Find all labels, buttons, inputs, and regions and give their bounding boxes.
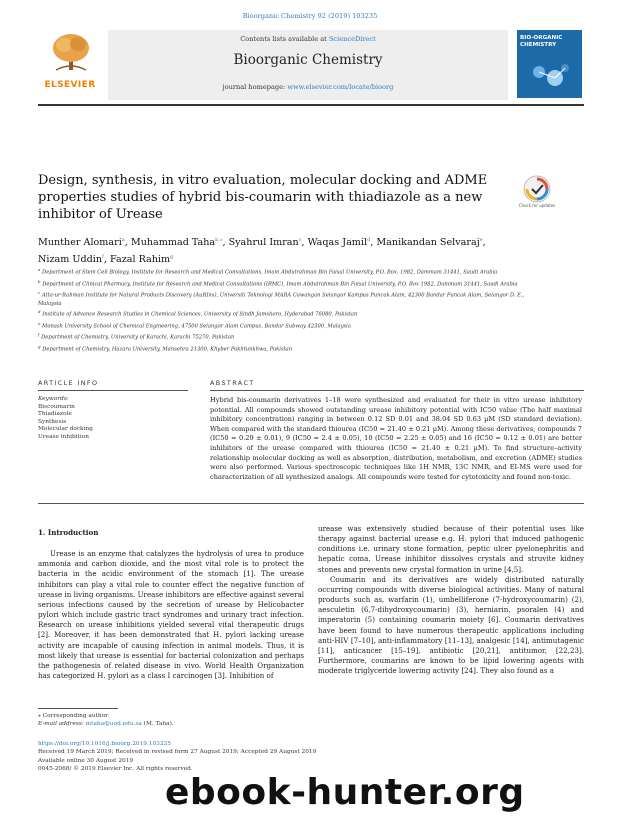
cover-molecule-graphic [527, 58, 573, 94]
article-title: Design, synthesis, in vitro evaluation, molecular docking and ADME properties studies of hybrid bis-coumarin with thiadiazole as a new inhibitor of Urease [38, 173, 488, 222]
author-affil-mark[interactable]: d [367, 237, 371, 243]
affiliation-list [38, 266, 548, 355]
section-heading-introduction: 1. Introduction [38, 528, 99, 537]
author-affil-mark[interactable]: e [479, 237, 483, 243]
author[interactable]: Waqas Jamil [307, 237, 368, 249]
homepage-link[interactable]: www.elsevier.com/locate/bioorg [287, 83, 394, 91]
body-column-left [38, 528, 304, 681]
body-paragraph: Urease is an enzyme that catalyzes the hydrolysis of urea to produce ammonia and carbon dioxide, and the most vital role is to protect the bacteria in the acidic environment of the stomach [1]. The urease inhibitors can play a vital role to counter effect the negative function of urease in living organisms. Urease inhibitors are effective against several serious infections caused by the secretion of urease by Helicobacter pylori which include gastric tract syndromes and urinary tract infection. Research on urease inhibitions yielded several vital therapeutic drugs [2]. Moreover, it has been demonstrated that H. pylori lacking urease activity are incapable of causing infection in animal models. Thus, it is most likely that urease is essential for bacterial colonization and perhaps the pathogenesis of related disease in vivo. World Health Organization has categorized H. pylori as a class I carcinogen [3]. Inhibition of [38, 549, 304, 681]
email-link[interactable]: mtaha@uod.edu.sa [85, 721, 142, 727]
author[interactable]: Fazal Rahim [109, 254, 171, 266]
author[interactable]: Nizam Uddin [38, 254, 102, 266]
keyword[interactable]: Molecular docking [38, 426, 93, 433]
author-affil-mark[interactable]: f [102, 254, 104, 261]
affiliation: $^b$ Department of Clinical Pharmacy, Institute for Research and Medical Consultations (IRMC), Imam Abdulrahman Bin Faisal University, P.O. Box 1982, Dammam 31441, Saudi Arabia [38, 278, 518, 288]
author[interactable]: Syahrul Imran [228, 237, 299, 249]
author-affil-mark[interactable]: b,⁎ [215, 237, 223, 243]
affiliation: $^c$ Atta-ur-Rahman Institute for Natural Products Discovery (AuRIns), Universiti Teknologi MARA Cawangan Selangor Kampus Puncak Alam, 42300 Bandar Puncak Alam, Selangor D. E., Malaysia [38, 290, 525, 307]
sciencedirect-link[interactable]: ScienceDirect [328, 35, 376, 43]
available-online: Available online 30 August 2019 [38, 757, 134, 764]
author-affil-mark[interactable]: a [121, 237, 125, 243]
article-info-heading: ARTICLE INFO [38, 379, 99, 387]
journal-name: Bioorganic Chemistry [233, 52, 383, 68]
affiliation: $^g$ Department of Chemistry, Hazara University, Mansehra 21300, Khyber Pakhtunkhwa, Pakistan [38, 343, 293, 353]
abstract-heading: ABSTRACT [210, 379, 255, 387]
journal-homepage-line [108, 83, 508, 91]
article-footer [38, 740, 368, 774]
contents-prefix: Contents lists available at [240, 35, 329, 43]
abstract-rule [210, 390, 584, 391]
copyright: 0045-2068/ © 2019 Elsevier Inc. All rights reserved. [38, 766, 193, 773]
abstract-text: Hybrid bis-coumarin derivatives 1–18 were synthesized and evaluated for their in vitro urease inhibitory potential. All compounds showed outstanding urease inhibitory potential with IC50 value (The half maximal inhibitory concentration) ranging in between 0.12 SD 0.01 and 38.04 SD 0.63 µM (SD standard deviation). When compared with the standard thiourea (IC50 = 21.40 ± 0.21 µM). Among these derivatives, compounds 7 (IC50 = 0.29 ± 0.01), 9 (IC50 = 2.4 ± 0.05), 10 (IC50 = 2.25 ± 0.05) and 16 (IC50 = 0.12 ± 0.01) are better inhibitors of the urease compared with thiourea (IC50 = 21.40 ± 0.21 µM). To find structure–activity relationship molecular docking as well as absorption, distribution, metabolism, and excretion (ADME) studies were also performed. Various spectroscopic techniques like 1H NMR, 13C NMR, and EI-MS were used for characterization of all synthesized analogs. All compounds were tested for cytotoxicity and found non-toxic. [210, 396, 582, 481]
author-affil-mark[interactable]: g [170, 254, 174, 261]
keywords-label: Keywords: [38, 396, 69, 402]
body-paragraph: Coumarin and its derivatives are widely distributed naturally occurring compounds with diverse biological activities. Many of natural products such as, warfarin (1), umbelliferone (7-hydroxycoumarin) (2), aesculetin (6,7-dihydroxycoumarin) (3), herniarin, psoralen (4) and imperatorin (5) containing coumarin moiety [6]. Coumarin derivatives have been found to have numerous therapeutic applications including anti-HIV [7–10], anti-inflammatory [11–13], analgesic [14], antimutagenic [11], anticancer [15–19], antibiotic [20,21], antitumor, [22,23]. Furthermore, coumarins are known to be lipid lowering agents with moderate triglyceride lowering activity [24]. They also found as a [318, 574, 584, 676]
watermark: ebook-hunter.org [165, 772, 525, 813]
corresponding-author-note: ⁎ Corresponding author. [38, 713, 110, 719]
affiliation: $^d$ Institute of Advance Research Studies in Chemical Sciences, University of Sindh Jamshoro, Hyderabad 76080, Pakistan [38, 309, 358, 319]
received-dates: Received 19 March 2019; Received in revised form 27 August 2019; Accepted 29 August 2019 [38, 749, 317, 756]
keyword[interactable]: Urease inhibition [38, 433, 89, 440]
affiliation: $^f$ Department of Chemistry, University of Karachi, Karachi 75270, Pakistan [38, 332, 235, 342]
homepage-prefix: journal homepage: [222, 83, 288, 91]
body-column-right [318, 524, 584, 676]
header-divider [38, 104, 584, 106]
journal-reference[interactable]: Bioorganic Chemistry 92 (2019) 103235 [242, 12, 378, 20]
abstract-bottom-rule [38, 503, 584, 504]
body-paragraph: urease was extensively studied because of their potential uses like therapy against bacterial urease e.g. H. pylori that induced pathogenic conditions i.e. urinary stone formation, peptic ulcer pyelonephritis and hepatic coma. Urease inhibitor dissolves crystals and struvite kidney stones and prevents new crystal formation in urine [4,5]. [318, 524, 584, 574]
email-label: E-mail address: [38, 721, 86, 727]
elsevier-tree-logo [50, 32, 92, 72]
author-list: Munther Alomari$^a$, Muhammad Taha$^{b,⁎}$, Syahrul Imran$^c$, Waqas Jamil$^d$, Manikandan Selvaraj$^e$, Nizam Uddin$^f$, Fazal Rahim$^g$ [38, 237, 486, 266]
author-affil-mark[interactable]: c [298, 237, 302, 243]
keywords-block [38, 396, 188, 442]
doi-link[interactable]: https://doi.org/10.1016/j.bioorg.2019.103235 [38, 741, 171, 747]
corresponding-footnote: ⁎ Corresponding author. E-mail address: mtaha@uod.edu.sa (M. Taha). [38, 712, 304, 728]
keyword[interactable]: Thiadiazole [38, 411, 72, 418]
publisher-name: ELSEVIER [44, 80, 96, 90]
author[interactable]: Munther Alomari [38, 237, 122, 249]
author[interactable]: Muhammad Taha [130, 237, 216, 249]
keyword[interactable]: Synthesis [38, 418, 67, 425]
affiliation: $^a$ Department of Stem Cell Biology, Institute for Research and Medical Consultations, Imam Abdulrahman Bin Faisal University, P.O. Box. 1982, Dammam 31441, Saudi Arabia [38, 267, 498, 276]
contents-available-line [108, 35, 508, 43]
journal-cover-title: BIO-ORGANIC CHEMISTRY [520, 35, 563, 48]
check-for-updates-label[interactable]: Check for updates [518, 203, 556, 208]
check-for-updates-icon[interactable] [522, 174, 552, 204]
footnote-rule [38, 708, 118, 709]
article-info-rule [38, 390, 188, 391]
keyword[interactable]: Biscoumarin [38, 403, 75, 410]
affiliation: $^e$ Monash University School of Chemical Engineering, 47500 Selangor Alam Campus, Bandar Subway 42300, Malaysia [38, 320, 351, 330]
author[interactable]: Manikandan Selvaraj [376, 237, 480, 249]
